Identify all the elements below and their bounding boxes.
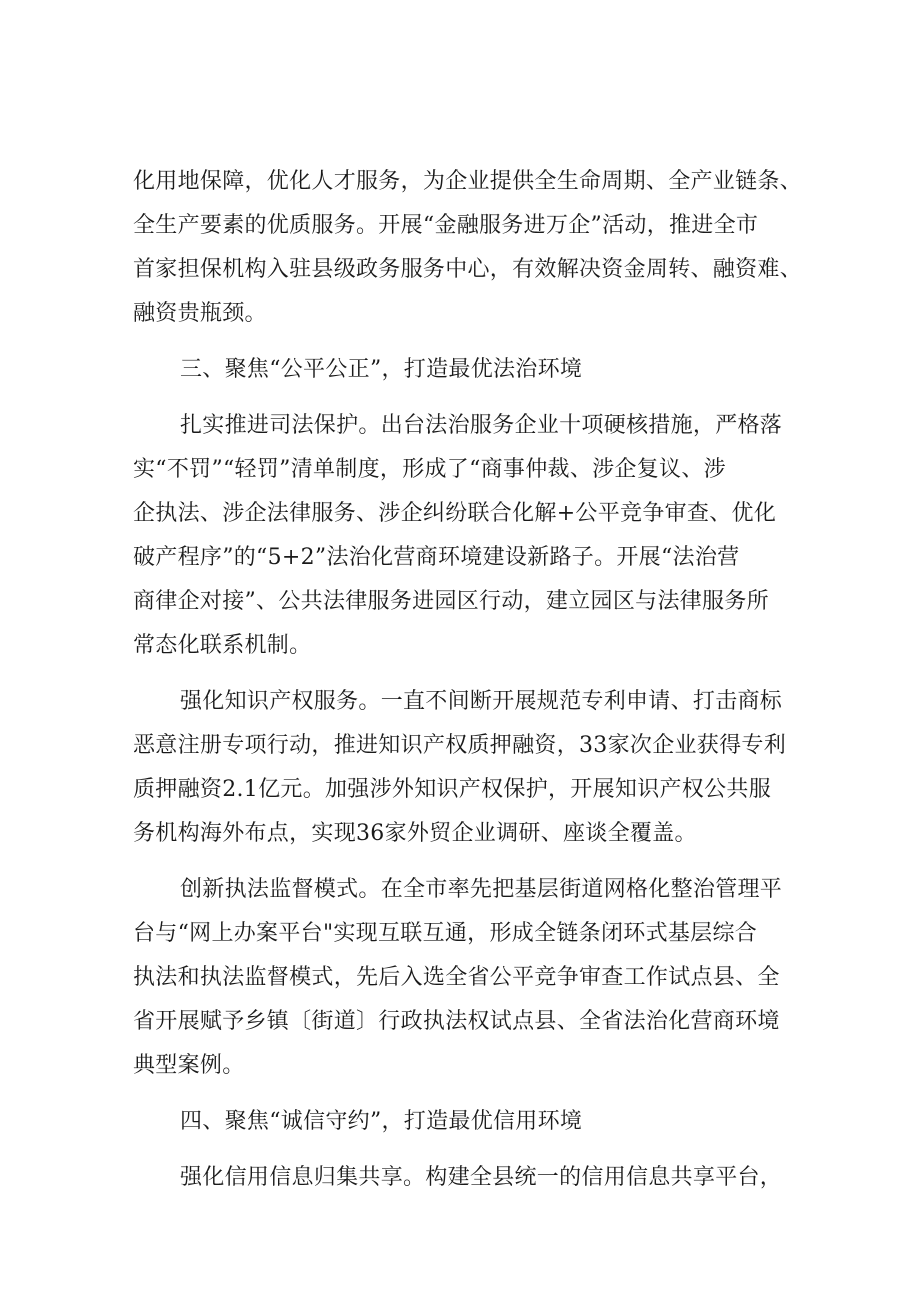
paragraph-gap [133, 1088, 803, 1100]
text-line: 典型案例。 [133, 1053, 245, 1078]
text-line: 创新执法监督模式。在全市率先把基层街道网格化整治管理平 [180, 877, 783, 902]
section-heading-text: 四、聚焦“诚信守约”，打造最优信用环境 [180, 1109, 583, 1134]
paragraph-judicial-protection [133, 404, 803, 668]
paragraph-law-enforcement-supervision [133, 868, 803, 1088]
section-heading-4 [133, 1100, 803, 1144]
document-body [133, 160, 803, 1200]
text-line: 全生产要素的优质服务。开展“金融服务进万企”活动，推进全市 [133, 213, 759, 238]
text-line: 务机构海外布点，实现36家外贸企业调研、座谈全覆盖。 [133, 821, 697, 846]
paragraph-gap [133, 856, 803, 868]
section-heading-text: 三、聚焦“公平公正”，打造最优法治环境 [180, 357, 583, 382]
text-line: 质押融资2.1亿元。加强涉外知识产权保护，开展知识产权公共服 [133, 777, 771, 802]
text-line: 省开展赋予乡镇〔街道〕行政执法权试点县、全省法治化营商环境 [133, 1009, 780, 1034]
text-line: 扎实推进司法保护。出台法治服务企业十项硬核措施，严格落 [180, 413, 783, 438]
text-line: 实“不罚”“轻罚”清单制度，形成了“商事仲裁、涉企复议、涉 [133, 457, 726, 482]
text-line: 商律企对接”、公共法律服务进园区行动，建立园区与法律服务所 [133, 589, 769, 614]
text-line: 台与“网上办案平台"实现互联互通，形成全链条闭环式基层综合 [133, 921, 758, 946]
text-line: 企执法、涉企法律服务、涉企纠纷联合化解+公平竞争审查、优化 [133, 501, 777, 526]
paragraph-gap [133, 1144, 803, 1156]
text-line: 强化信用信息归集共享。构建全县统一的信用信息共享平台， [180, 1165, 783, 1190]
text-line: 常态化联系机制。 [133, 633, 312, 658]
text-line: 强化知识产权服务。一直不间断开展规范专利申请、打击商标 [180, 689, 783, 714]
text-line: 恶意注册专项行动，推进知识产权质押融资，33家次企业获得专利 [133, 733, 786, 758]
section-heading-3 [133, 348, 803, 392]
paragraph-gap [133, 668, 803, 680]
paragraph-intellectual-property [133, 680, 803, 856]
text-line: 化用地保障，优化人才服务，为企业提供全生命周期、全产业链条、 [133, 169, 803, 194]
paragraph-credit-information [133, 1156, 803, 1200]
text-line: 破产程序”的“5+2”法治化营商环境建设新路子。开展“法治营 [133, 545, 740, 570]
paragraph-land-talent-finance [133, 160, 803, 336]
paragraph-gap [133, 392, 803, 404]
text-line: 首家担保机构入驻县级政务服务中心，有效解决资金周转、融资难、 [133, 257, 803, 282]
text-line: 融资贵瓶颈。 [133, 301, 267, 326]
text-line: 执法和执法监督模式，先后入选全省公平竞争审查工作试点县、全 [133, 965, 780, 990]
paragraph-gap [133, 336, 803, 348]
